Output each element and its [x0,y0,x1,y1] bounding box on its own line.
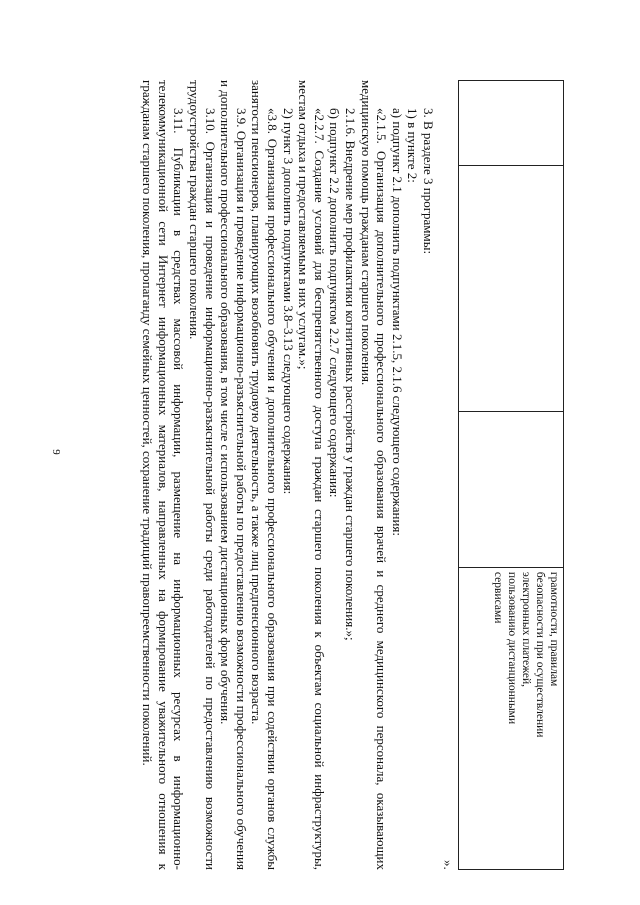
table-row [459,81,564,870]
table-cell-line: пользованию дистанционными [506,571,518,725]
paragraph: 2) пункт 3 дополнить подпунктами 3.8–3.13 следующего содержания: [280,108,296,495]
paragraph: 3.11. Публикации в средствах массовой информации, размещение на информационных ресурсах в информационно-телекоммуникационной сети Интернет информационных материалов, направленных на формирование уважительного отношения к гражданам старшего поколения, пропаганду семейных ценностей, сохранение традиций правопреемственности поколений. [140,80,187,870]
table-cell-line: грамотности, правилам [548,571,560,687]
table-cell-line: сервисами [492,571,504,624]
paragraph: «3.8. Организация профессионального обучения и дополнительного профессионального образования при содействии органов службы занятости пенсионеров, планирующих возобновить трудовую деятельность, а также лиц предпенсионного возраста. [249,80,281,870]
paragraph: 1) в пункте 2: [405,108,421,183]
paragraph: «2.1.5. Организация дополнительного профессионального образования врачей и среднего медицинского персонала, оказывающих медицинскую помощь гражданам старшего поколения. [358,80,390,870]
table-cell [459,81,564,166]
paragraph: 3. В разделе 3 программы: [421,108,436,255]
continuation-table [458,80,564,870]
document-body [140,80,436,870]
paragraph: 3.9. Организация и проведение информационно-разъяснительной работы по предоставлению возможности профессионального обучения и дополнительного профессионального образования, в том числе с использованием дистанционных форм обучения. [218,80,249,870]
page-number: 9 [50,449,62,455]
table-cell-content [459,567,564,869]
paragraph: 2.1.6. Внедрение мер профилактики когнитивных расстройств у граждан старшего поколения.»; [343,108,359,641]
table-cell-line: электронных платежей, [520,571,532,688]
table-cell-line: безопасности при осуществлении [534,571,546,738]
table-cell [459,411,564,567]
paragraph: «2.2.7. Создание условий для беспрепятственного доступа граждан старшего поколения к объектам социальной инфраструктуры, местам отдыха и предоставляемым в них услугам.»; [296,80,327,870]
paragraph: б) подпункт 2.2 дополнить подпунктом 2.2.7 следующего содержания: [327,108,343,498]
rotated-page-content [104,80,564,870]
table-cell [459,165,564,411]
closing-quote-mark: ». [441,860,456,870]
paragraph: а) подпункт 2.1 дополнить подпунктами 2.1.5, 2.1.6 следующего содержания: [389,108,405,537]
paragraph: 3.10. Организация и проведение информационно-разъяснительной работы среди работодателей по предоставлению возможности трудоустройства граждан старшего поколения. [187,80,218,870]
